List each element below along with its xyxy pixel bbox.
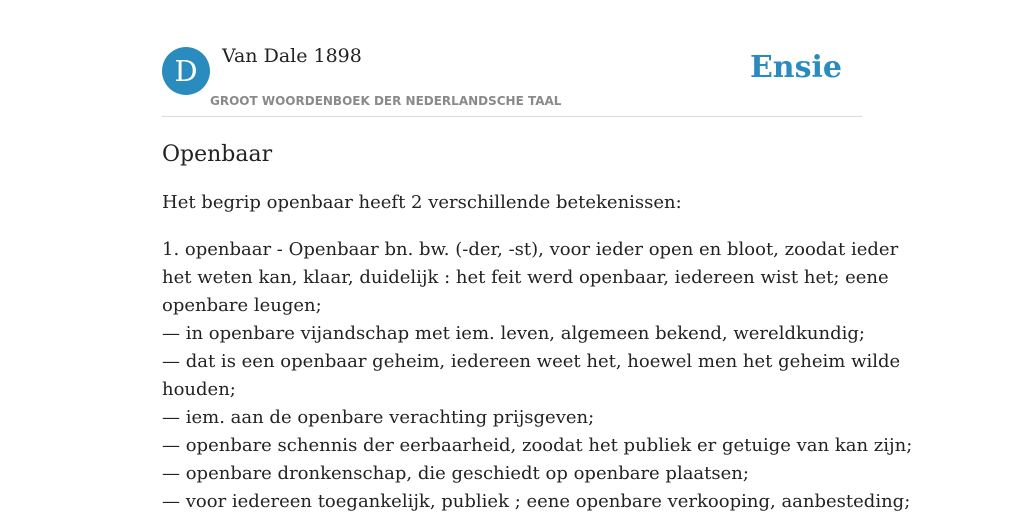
definition-text: [162, 236, 913, 516]
page: [162, 0, 913, 512]
dictionary-logo[interactable]: D: [162, 47, 210, 95]
entry-intro: Het begrip openbaar heeft 2 verschillende betekenissen:: [162, 192, 682, 213]
entry-content: [162, 138, 913, 516]
definition-line: — in openbare vijandschap met iem. leven, algemeen bekend, wereldkundig;: [162, 323, 865, 344]
definition-line: openbare leugen;: [162, 295, 322, 316]
definition-line: houden;: [162, 379, 236, 400]
definition-line: — voor iedereen toegankelijk, publiek ; eene openbare verkooping, aanbesteding;: [162, 491, 911, 512]
dictionary-subtitle: GROOT WOORDENBOEK DER NEDERLANDSCHE TAAL: [210, 94, 562, 108]
definition-line: — openbare schennis der eerbaarheid, zoodat het publiek er getuige van kan zijn;: [162, 435, 913, 456]
definition-line: — dat is een openbaar geheim, iedereen weet het, hoewel men het geheim wilde: [162, 351, 901, 372]
definition-line: 1. openbaar - Openbaar bn. bw. (-der, -st), voor ieder open en bloot, zoodat ieder: [162, 239, 899, 260]
definition-line: — openbare dronkenschap, die geschiedt op openbare plaatsen;: [162, 463, 749, 484]
ensie-logo-link[interactable]: Ensie: [749, 50, 842, 85]
site-header: [162, 0, 862, 117]
definition-line: het weten kan, klaar, duidelijk : het feit werd openbaar, iedereen wist het; eene: [162, 267, 889, 288]
dictionary-title-link[interactable]: Van Dale 1898: [222, 45, 362, 67]
definition-line: — iem. aan de openbare verachting prijsgeven;: [162, 407, 595, 428]
entry-title: Openbaar: [162, 142, 273, 167]
